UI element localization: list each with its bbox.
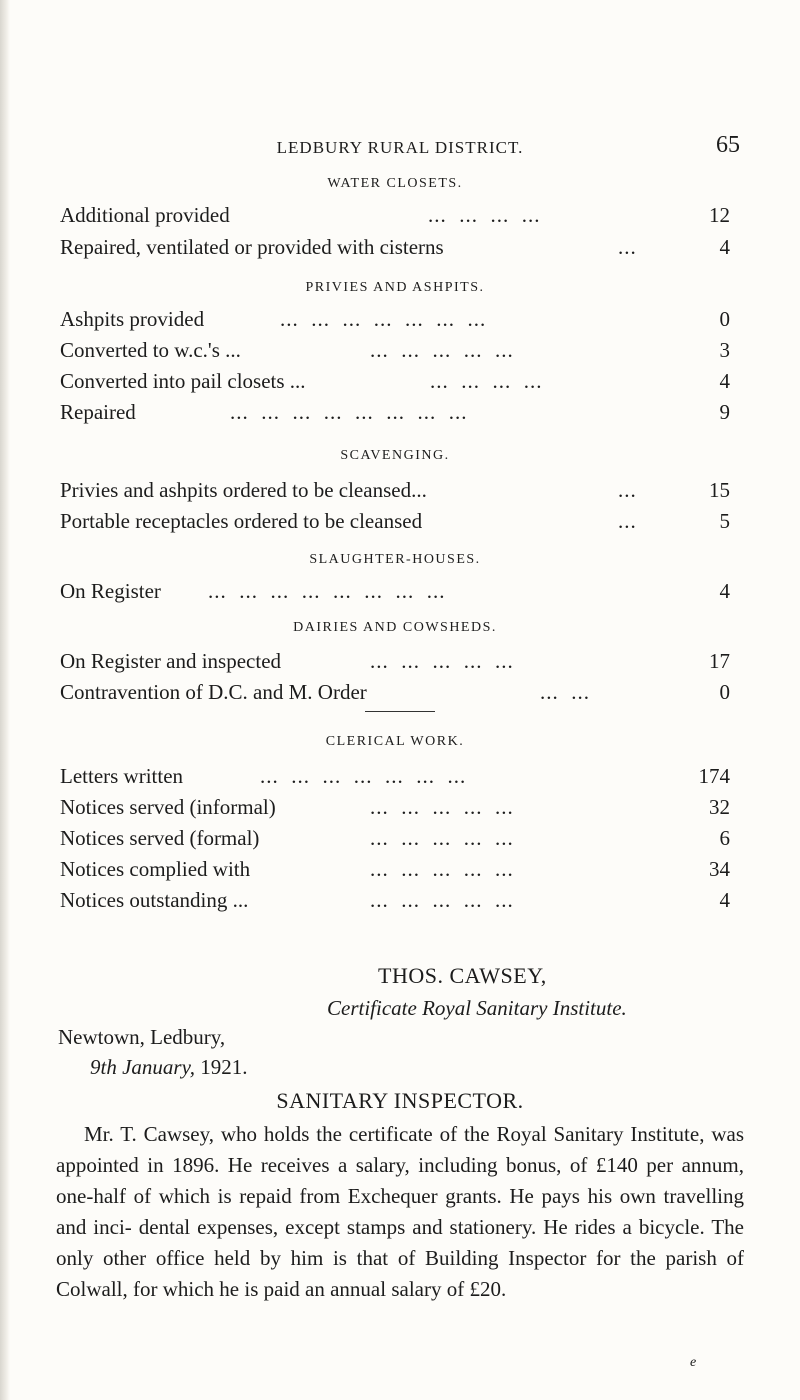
table-row: [60, 369, 730, 399]
printer-signature-mark: e: [690, 1355, 697, 1370]
row-label: On Register and inspected: [60, 649, 282, 673]
table-row: [60, 888, 730, 918]
row-label: Converted into pail closets ...: [60, 369, 306, 393]
row-value: 12: [709, 203, 730, 227]
row-label: Converted to w.c.'s ...: [60, 338, 241, 362]
running-title: LEDBURY RURAL DISTRICT.: [276, 138, 524, 157]
leader-dots: ...: [618, 509, 637, 533]
section-heading-privies-and-ashpits: PRIVIES AND ASHPITS.: [305, 280, 485, 295]
signature-date: [90, 1055, 248, 1080]
row-value: 4: [719, 579, 730, 603]
table-row: [60, 203, 730, 233]
row-value: 4: [719, 369, 730, 393]
row-value: 5: [719, 509, 730, 533]
page-number: 65: [716, 132, 740, 158]
table-row: [60, 478, 730, 508]
row-value: 174: [698, 764, 730, 788]
running-head: [60, 132, 740, 162]
signature-certificate: Certificate Royal Sanitary Institute.: [327, 996, 627, 1020]
table-row: [60, 579, 730, 609]
row-label: Notices outstanding ...: [60, 888, 249, 912]
table-row: [60, 509, 730, 539]
row-label: Notices complied with: [60, 857, 251, 881]
leader-dots: ... ... ... ... ...: [370, 338, 514, 362]
inspector-paragraph: Mr. T. Cawsey, who holds the certificate of the Royal Sanitary Institute, was appointed in 1896. He receives a salary, including bonus, of £140 per annum, one-half of which is repaid from Exchequer grants. He pays his own travelling and inci- dental expenses, except stamps and stationery. He rides a bicycle. The only other office held by him is that of Building Inspector for the parish of Colwall, for which he is paid an annual salary of £20.: [56, 1122, 744, 1301]
row-value: 4: [719, 888, 730, 912]
row-label: Repaired: [60, 400, 136, 424]
row-value: 32: [709, 795, 730, 819]
leader-dots: ... ... ... ... ...: [370, 857, 514, 881]
table-row: [60, 764, 730, 794]
leader-dots: ... ...: [540, 680, 590, 704]
leader-dots: ... ... ... ... ... ... ... ...: [230, 400, 468, 424]
row-value: 9: [719, 400, 730, 424]
row-value: 15: [709, 478, 730, 502]
leader-dots: ... ... ... ... ... ... ... ...: [208, 579, 446, 603]
leader-dots: ... ... ... ... ...: [370, 649, 514, 673]
table-row: [60, 307, 730, 337]
leader-dots: ... ... ... ...: [428, 203, 541, 227]
row-value: 34: [709, 857, 730, 881]
row-label: Repaired, ventilated or provided with cisterns: [60, 235, 444, 259]
row-label: Ashpits provided: [60, 307, 205, 331]
signature-name: THOS. CAWSEY,: [378, 963, 547, 988]
signature-address: Newtown, Ledbury,: [58, 1025, 226, 1049]
section-heading-sanitary-inspector: SANITARY INSPECTOR.: [276, 1088, 524, 1113]
row-label: Privies and ashpits ordered to be cleansed...: [60, 478, 427, 502]
row-value: 0: [719, 307, 730, 331]
leader-dots: ...: [618, 478, 637, 502]
row-value: 4: [719, 235, 730, 259]
signature-date-year: 1921.: [200, 1055, 248, 1079]
row-value: 6: [719, 826, 730, 850]
leader-dots: ... ... ... ... ...: [370, 826, 514, 850]
table-row: [60, 857, 730, 887]
row-label: On Register: [60, 579, 161, 603]
page-edge-shadow: [0, 0, 10, 1400]
section-heading-scavenging: SCAVENGING.: [340, 448, 450, 463]
row-label: Notices served (informal): [60, 795, 276, 819]
section-heading-dairies-and-cowsheds: DAIRIES AND COWSHEDS.: [293, 620, 497, 635]
table-row: [60, 795, 730, 825]
section-heading-water-closets: WATER CLOSETS.: [327, 176, 463, 191]
row-label: Portable receptacles ordered to be cleansed: [60, 509, 423, 533]
section-divider-rule: [365, 711, 435, 712]
table-row: [60, 649, 730, 679]
section-heading-clerical-work: CLERICAL WORK.: [325, 734, 465, 749]
leader-dots: ... ... ... ...: [430, 369, 543, 393]
signature-date-day: 9th January,: [90, 1055, 195, 1079]
row-label: Notices served (formal): [60, 826, 260, 850]
row-label: Contravention of D.C. and M. Order: [60, 680, 367, 704]
row-value: 3: [719, 338, 730, 362]
section-heading-slaughter-houses: SLAUGHTER-HOUSES.: [309, 552, 481, 567]
row-label: Additional provided: [60, 203, 230, 227]
leader-dots: ... ... ... ... ...: [370, 795, 514, 819]
table-row: [60, 826, 730, 856]
row-value: 0: [719, 680, 730, 704]
leader-dots: ...: [618, 235, 637, 259]
table-row: [60, 400, 730, 430]
leader-dots: ... ... ... ... ... ... ...: [260, 764, 467, 788]
table-row: [60, 680, 730, 710]
leader-dots: ... ... ... ... ...: [370, 888, 514, 912]
row-value: 17: [709, 649, 730, 673]
table-row: [60, 338, 730, 368]
leader-dots: ... ... ... ... ... ... ...: [280, 307, 487, 331]
row-label: Letters written: [60, 764, 184, 788]
table-row: [60, 235, 730, 265]
